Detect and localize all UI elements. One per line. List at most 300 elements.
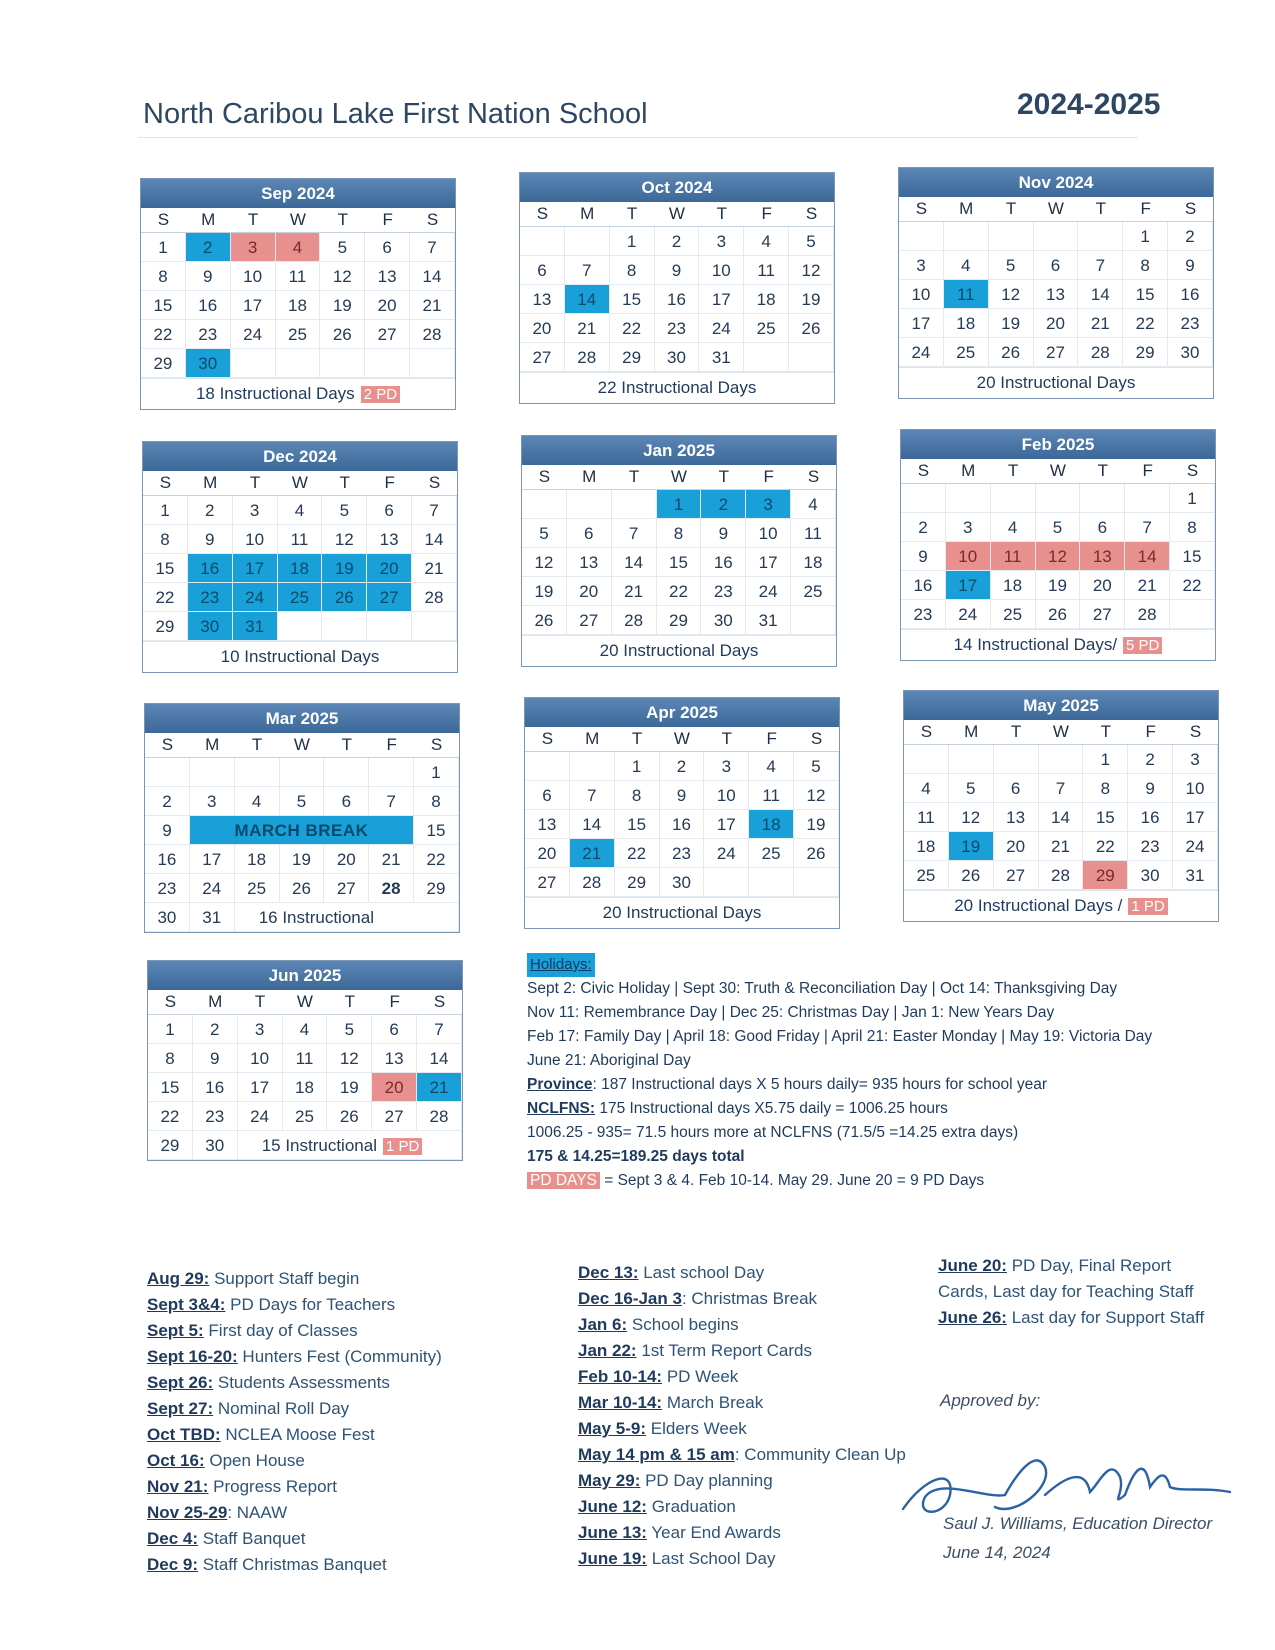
day-cell: 15 [141, 291, 186, 320]
weekday-header: W [657, 465, 702, 490]
day-cell: 25 [749, 839, 794, 868]
day-cell: 17 [231, 291, 276, 320]
day-cell: 6 [365, 233, 410, 262]
nclfns-label: NCLFNS: [527, 1100, 596, 1117]
day-cell: 3 [746, 490, 791, 519]
key-date-text: PD Week [662, 1367, 739, 1386]
instructional-days [904, 890, 1218, 921]
day-cell: 29 [1083, 861, 1128, 890]
day-cell: 30 [660, 868, 705, 897]
weekday-header: M [570, 727, 615, 752]
key-date-item [147, 1526, 442, 1552]
weekday-header: F [369, 733, 414, 758]
day-cell: 9 [901, 542, 946, 571]
weekday-header: W [280, 733, 325, 758]
month-title: Feb 2025 [901, 430, 1215, 459]
day-cell: 4 [749, 752, 794, 781]
day-cell: 22 [657, 577, 702, 606]
instructional-days-text: 15 Instructional [261, 1136, 377, 1155]
day-cell: 19 [327, 1073, 372, 1102]
day-cell: 1 [1123, 222, 1168, 251]
key-date-item [147, 1448, 442, 1474]
day-cell: 30 [655, 343, 700, 372]
empty-cell [789, 343, 834, 372]
key-date-item [147, 1292, 442, 1318]
key-date-label: June 13: [578, 1523, 647, 1542]
day-cell: 5 [280, 787, 325, 816]
day-cell: 20 [324, 845, 369, 874]
day-cell: 8 [148, 1044, 193, 1073]
weekday-header: T [233, 471, 278, 496]
day-cell: 4 [278, 496, 323, 525]
key-date-item [938, 1305, 1204, 1331]
day-cell: 26 [322, 583, 367, 612]
weekday-header: S [145, 733, 190, 758]
day-cell: 13 [367, 525, 412, 554]
key-date-label: Dec 4: [147, 1529, 199, 1548]
day-cell: 11 [749, 781, 794, 810]
day-cell: 4 [904, 774, 949, 803]
weekday-header: S [522, 465, 567, 490]
day-cell: 11 [276, 262, 321, 291]
day-cell: 9 [188, 525, 233, 554]
empty-cell [369, 758, 414, 787]
day-cell: 18 [791, 548, 836, 577]
day-cell: 4 [944, 251, 989, 280]
day-cell: 18 [278, 554, 323, 583]
day-cell: 17 [704, 810, 749, 839]
day-cell: 5 [794, 752, 839, 781]
day-cell: 22 [610, 314, 655, 343]
month-title: Dec 2024 [143, 442, 457, 471]
day-cell: 21 [412, 554, 457, 583]
key-date-label: Sept 27: [147, 1399, 214, 1418]
march-break-band: MARCH BREAK [190, 816, 414, 845]
empty-cell [320, 349, 365, 378]
key-date-item [147, 1474, 442, 1500]
key-date-label: Dec 13: [578, 1263, 639, 1282]
weekday-header: M [946, 459, 991, 484]
empty-cell [946, 484, 991, 513]
day-cell: 31 [699, 343, 744, 372]
pd-badge: 2 PD [361, 386, 400, 403]
key-date-text: PD Day planning [640, 1471, 773, 1490]
month-dec-2024 [142, 441, 458, 673]
day-cell: 12 [989, 280, 1034, 309]
key-date-text: NCLEA Moose Fest [220, 1425, 375, 1444]
weekday-header: T [704, 727, 749, 752]
day-cell: 13 [520, 285, 565, 314]
pd-days-tag: PD DAYS [527, 1172, 600, 1189]
day-cell: 18 [276, 291, 321, 320]
month-title: May 2025 [904, 691, 1218, 720]
day-cell: 29 [141, 349, 186, 378]
month-sep-2024 [140, 178, 456, 410]
day-cell: 27 [367, 583, 412, 612]
key-date-text: School begins [627, 1315, 739, 1334]
day-cell: 9 [186, 262, 231, 291]
day-cell: 23 [701, 577, 746, 606]
day-cell: 12 [949, 803, 994, 832]
weekday-header: F [367, 471, 412, 496]
day-cell: 10 [233, 525, 278, 554]
day-cell: 23 [186, 320, 231, 349]
day-cell: 8 [414, 787, 459, 816]
day-cell: 18 [904, 832, 949, 861]
day-cell: 17 [238, 1073, 283, 1102]
day-cell: 3 [899, 251, 944, 280]
day-cell: 1 [414, 758, 459, 787]
empty-cell [280, 758, 325, 787]
weekday-header: S [417, 990, 462, 1015]
key-date-label: June 26: [938, 1308, 1007, 1327]
weekday-header: T [235, 733, 280, 758]
day-cell: 13 [994, 803, 1039, 832]
school-title: North Caribou Lake First Nation School [143, 98, 648, 130]
weekday-header: M [190, 733, 235, 758]
key-date-text: Support Staff begin [209, 1269, 360, 1288]
holidays-section [527, 953, 1207, 1193]
weekday-header: M [186, 208, 231, 233]
empty-cell [1036, 484, 1081, 513]
day-cell: 12 [327, 1044, 372, 1073]
day-cell: 17 [233, 554, 278, 583]
month-grid [525, 727, 839, 897]
day-cell: 29 [1123, 338, 1168, 367]
day-cell: 2 [701, 490, 746, 519]
day-cell: 23 [145, 874, 190, 903]
day-cell: 7 [570, 781, 615, 810]
instructional-days-text: 22 Instructional Days [597, 378, 757, 397]
weekday-header: F [372, 990, 417, 1015]
day-cell: 29 [414, 874, 459, 903]
province-text: : 187 Instructional days X 5 hours daily= 935 hours for school year [592, 1076, 1047, 1093]
day-cell: 3 [190, 787, 235, 816]
day-cell: 8 [143, 525, 188, 554]
day-cell: 8 [610, 256, 655, 285]
day-cell: 7 [1125, 513, 1170, 542]
day-cell: 7 [412, 496, 457, 525]
weekday-header: W [1034, 197, 1079, 222]
key-date-label: Nov 25-29 [147, 1503, 228, 1522]
instructional-days [238, 1131, 462, 1160]
day-cell: 11 [944, 280, 989, 309]
empty-cell [365, 349, 410, 378]
day-cell: 3 [233, 496, 278, 525]
day-cell: 19 [949, 832, 994, 861]
empty-cell [744, 343, 789, 372]
empty-cell [565, 227, 610, 256]
day-cell: 6 [1034, 251, 1079, 280]
weekday-header: T [1078, 197, 1123, 222]
empty-cell [994, 745, 1039, 774]
key-date-item [147, 1396, 442, 1422]
day-cell: 2 [186, 233, 231, 262]
month-grid [899, 197, 1213, 367]
day-cell: 1 [141, 233, 186, 262]
empty-cell [1080, 484, 1125, 513]
day-cell: 24 [704, 839, 749, 868]
day-cell: 31 [746, 606, 791, 635]
key-date-text: Cards, Last day for Teaching Staff [938, 1282, 1194, 1301]
weekday-header: W [660, 727, 705, 752]
day-cell: 1 [148, 1015, 193, 1044]
key-date-item [578, 1364, 906, 1390]
day-cell: 1 [1170, 484, 1215, 513]
instructional-days-text: 10 Instructional Days [220, 647, 380, 666]
day-cell: 13 [1080, 542, 1125, 571]
weekday-header: S [414, 733, 459, 758]
province-hours [527, 1073, 1207, 1097]
key-date-label: June 20: [938, 1256, 1007, 1275]
day-cell: 3 [238, 1015, 283, 1044]
day-cell: 19 [989, 309, 1034, 338]
day-cell: 25 [278, 583, 323, 612]
day-cell: 30 [701, 606, 746, 635]
day-cell: 1 [615, 752, 660, 781]
day-cell: 11 [278, 525, 323, 554]
day-cell: 22 [141, 320, 186, 349]
weekday-header: W [283, 990, 328, 1015]
school-year: 2024-2025 [1017, 88, 1161, 121]
day-cell: 30 [186, 349, 231, 378]
weekday-header: T [1080, 459, 1125, 484]
pd-badge: 1 PD [1128, 898, 1167, 915]
day-cell: 11 [791, 519, 836, 548]
day-cell: 10 [699, 256, 744, 285]
instructional-days-text: 20 Instructional Days / [954, 896, 1123, 915]
empty-cell [525, 752, 570, 781]
day-cell: 13 [365, 262, 410, 291]
holiday-line: June 21: Aboriginal Day [527, 1052, 691, 1069]
day-cell: 27 [525, 868, 570, 897]
day-cell: 25 [944, 338, 989, 367]
weekday-header: T [1083, 720, 1128, 745]
day-cell: 15 [1083, 803, 1128, 832]
day-cell: 5 [320, 233, 365, 262]
day-cell: 17 [899, 309, 944, 338]
day-cell: 30 [188, 612, 233, 641]
day-cell: 18 [744, 285, 789, 314]
day-cell: 10 [231, 262, 276, 291]
day-cell: 16 [655, 285, 700, 314]
day-cell: 8 [615, 781, 660, 810]
day-cell: 17 [699, 285, 744, 314]
day-cell: 13 [525, 810, 570, 839]
empty-cell [322, 612, 367, 641]
weekday-header: T [612, 465, 657, 490]
day-cell: 22 [1083, 832, 1128, 861]
day-cell: 12 [320, 262, 365, 291]
key-date-label: Nov 21: [147, 1477, 209, 1496]
key-date-text: Open House [204, 1451, 305, 1470]
weekday-header: S [141, 208, 186, 233]
weekday-header: M [193, 990, 238, 1015]
day-cell: 27 [520, 343, 565, 372]
day-cell: 23 [1128, 832, 1173, 861]
key-date-label: Mar 10-14: [578, 1393, 663, 1412]
key-date-text: : Christmas Break [681, 1289, 818, 1308]
day-cell: 2 [188, 496, 233, 525]
day-cell: 7 [410, 233, 455, 262]
instructional-days [525, 897, 839, 928]
instructional-days-text: 20 Instructional Days [599, 641, 759, 660]
day-cell: 18 [991, 571, 1036, 600]
approved-by-label: Approved by: [940, 1391, 1041, 1410]
holiday-line: Feb 17: Family Day | April 18: Good Friday | April 21: Easter Monday | May 19: Victoria Day [527, 1028, 1153, 1045]
day-cell: 30 [145, 903, 190, 932]
day-cell: 29 [615, 868, 660, 897]
day-cell: 19 [789, 285, 834, 314]
day-cell: 6 [324, 787, 369, 816]
day-cell: 23 [660, 839, 705, 868]
instructional-days [143, 641, 457, 672]
day-cell: 9 [655, 256, 700, 285]
weekday-header: T [989, 197, 1034, 222]
day-cell: 11 [744, 256, 789, 285]
empty-cell [1170, 600, 1215, 629]
day-cell: 15 [414, 816, 459, 845]
day-cell: 6 [520, 256, 565, 285]
key-dates-col-1 [147, 1266, 442, 1578]
day-cell: 7 [1078, 251, 1123, 280]
key-date-text: First day of Classes [203, 1321, 358, 1340]
weekday-header: S [1173, 720, 1218, 745]
day-cell: 4 [744, 227, 789, 256]
weekday-header: T [322, 471, 367, 496]
weekday-header: S [1168, 197, 1213, 222]
day-cell: 13 [567, 548, 612, 577]
weekday-header: M [188, 471, 233, 496]
day-cell: 27 [994, 861, 1039, 890]
key-date-text: Nominal Roll Day [213, 1399, 350, 1418]
day-cell: 12 [522, 548, 567, 577]
day-cell: 2 [1128, 745, 1173, 774]
day-cell: 10 [746, 519, 791, 548]
month-grid [148, 990, 462, 1160]
key-date-item [578, 1390, 906, 1416]
month-mar-2025 [144, 703, 460, 933]
day-cell: 2 [655, 227, 700, 256]
day-cell: 20 [567, 577, 612, 606]
day-cell: 8 [1123, 251, 1168, 280]
weekday-header: S [791, 465, 836, 490]
day-cell: 22 [143, 583, 188, 612]
day-cell: 16 [701, 548, 746, 577]
day-cell: 4 [283, 1015, 328, 1044]
month-jun-2025 [147, 960, 463, 1161]
day-cell: 20 [520, 314, 565, 343]
weekday-header: F [746, 465, 791, 490]
day-cell: 24 [238, 1102, 283, 1131]
empty-cell [1039, 745, 1084, 774]
day-cell: 14 [412, 525, 457, 554]
day-cell: 28 [1039, 861, 1084, 890]
day-cell: 5 [1036, 513, 1081, 542]
empty-cell [949, 745, 994, 774]
key-date-item [578, 1260, 906, 1286]
day-cell: 15 [1170, 542, 1215, 571]
day-cell: 10 [899, 280, 944, 309]
key-date-text: PD Days for Teachers [225, 1295, 396, 1314]
day-cell: 27 [365, 320, 410, 349]
day-cell: 8 [657, 519, 702, 548]
month-grid [520, 202, 834, 372]
key-date-item [578, 1312, 906, 1338]
pd-badge: 1 PD [383, 1138, 422, 1155]
instructional-days [899, 367, 1213, 398]
day-cell: 10 [1173, 774, 1218, 803]
day-cell: 11 [991, 542, 1036, 571]
day-cell: 14 [570, 810, 615, 839]
day-cell: 14 [417, 1044, 462, 1073]
key-date-item [147, 1422, 442, 1448]
day-cell: 23 [193, 1102, 238, 1131]
day-cell: 26 [989, 338, 1034, 367]
key-date-text: Elders Week [646, 1419, 747, 1438]
weekday-header: F [1123, 197, 1168, 222]
day-cell: 6 [372, 1015, 417, 1044]
day-cell: 15 [148, 1073, 193, 1102]
day-cell: 15 [143, 554, 188, 583]
month-title: Jan 2025 [522, 436, 836, 465]
key-date-text: Last School Day [646, 1549, 776, 1568]
day-cell: 5 [327, 1015, 372, 1044]
day-cell: 16 [901, 571, 946, 600]
days-total: 175 & 14.25=189.25 days total [527, 1148, 745, 1165]
month-grid [522, 465, 836, 635]
key-dates-col-3 [938, 1253, 1204, 1331]
empty-cell [145, 758, 190, 787]
day-cell: 7 [369, 787, 414, 816]
month-oct-2024 [519, 172, 835, 404]
weekday-header: F [1125, 459, 1170, 484]
day-cell: 3 [704, 752, 749, 781]
day-cell: 16 [1168, 280, 1213, 309]
day-cell: 12 [322, 525, 367, 554]
day-cell: 30 [193, 1131, 238, 1160]
weekday-header: T [324, 733, 369, 758]
weekday-header: S [520, 202, 565, 227]
weekday-header: T [327, 990, 372, 1015]
key-date-label: Sept 26: [147, 1373, 214, 1392]
weekday-header: S [1170, 459, 1215, 484]
day-cell: 3 [699, 227, 744, 256]
day-cell: 21 [417, 1073, 462, 1102]
day-cell: 5 [989, 251, 1034, 280]
day-cell: 14 [1039, 803, 1084, 832]
month-title: Oct 2024 [520, 173, 834, 202]
weekday-header: T [991, 459, 1036, 484]
instructional-days-text: 20 Instructional Days [602, 903, 762, 922]
empty-cell [612, 490, 657, 519]
day-cell: 24 [899, 338, 944, 367]
empty-cell [367, 612, 412, 641]
day-cell: 22 [148, 1102, 193, 1131]
key-date-item [578, 1338, 906, 1364]
key-date-text: Graduation [646, 1497, 736, 1516]
key-date-text: : Community Clean Up [734, 1445, 906, 1464]
day-cell: 23 [1168, 309, 1213, 338]
day-cell: 5 [789, 227, 834, 256]
day-cell: 6 [1080, 513, 1125, 542]
day-cell: 31 [1173, 861, 1218, 890]
day-cell: 4 [235, 787, 280, 816]
day-cell: 28 [412, 583, 457, 612]
day-cell: 1 [143, 496, 188, 525]
month-may-2025 [903, 690, 1219, 922]
nclfns-text: 175 Instructional days X5.75 daily = 1006.25 hours [595, 1100, 948, 1117]
